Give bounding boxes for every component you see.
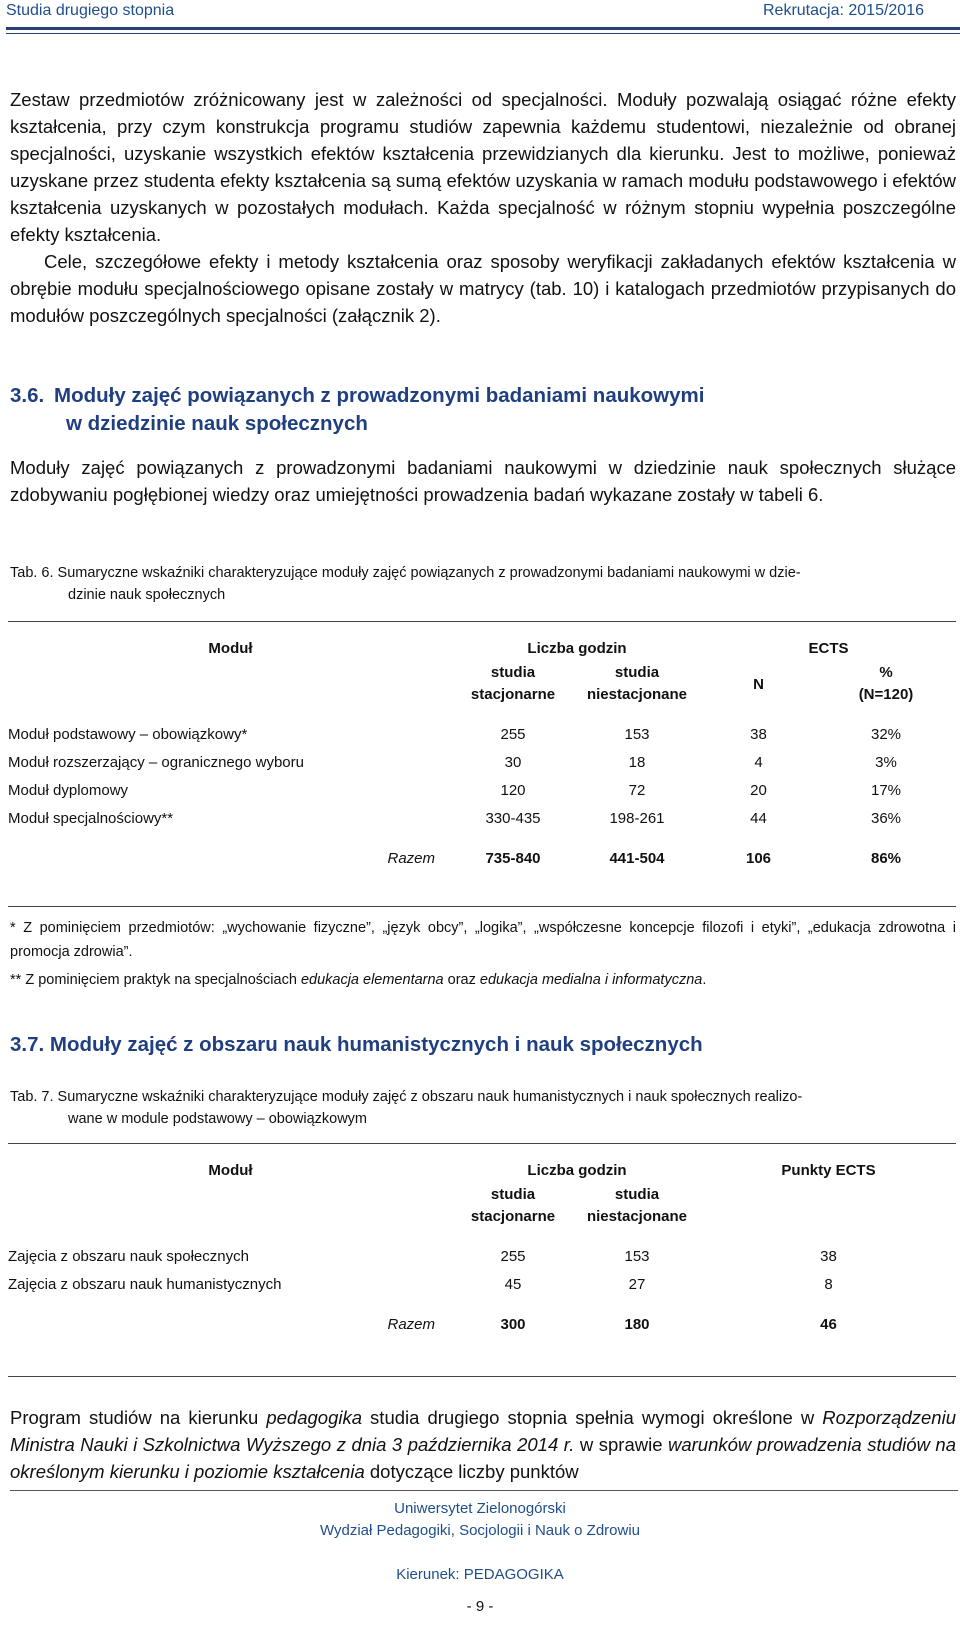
row-stac: 255 — [500, 1247, 526, 1265]
row-niest: 27 — [628, 1275, 646, 1293]
footer-field: Kierunek: PEDAGOGIKA — [396, 1566, 564, 1583]
table-subheader-row — [8, 662, 956, 706]
row-niest: 153 — [624, 1247, 650, 1265]
row-niest: 18 — [628, 753, 646, 771]
row-pct: 32% — [870, 725, 902, 743]
table-7-caption — [10, 1086, 956, 1130]
row-n: 44 — [750, 809, 767, 827]
footer-rule — [10, 1490, 958, 1491]
table-6 — [8, 634, 956, 872]
table-row — [8, 804, 956, 832]
header-modul: Moduł — [208, 639, 253, 657]
row-name: Moduł rozszerzający – ogranicznego wyboru — [8, 753, 304, 771]
row-pct: 36% — [870, 809, 902, 827]
intro-paragraph-1: Zestaw przedmiotów zróżnicowany jest w zależności od specjalności. Moduły pozwalają osiągać różne efekty kształcenia, przy czym konstrukcja programu studiów zapewnia każdemu studentowi, niezależnie od obranej specjalności, uzyskanie wszystkich efektów kształcenia przewidzianych dla kierunku. Jest to możliwe, ponieważ uzyskane przez studenta efekty kształcenia są sumą efektów uzyskania w ramach modułu podstawowego i efektów kształcenia uzyskanych w pozostałych modułach. Każda specjalność w różnym stopniu wypełnia poszczególne efekty kształcenia. — [10, 89, 956, 245]
caption-label: Tab. 7. Sumaryczne wskaźniki charakteryzujące moduły zajęć z obszaru nauk humanistycznych i nauk społecznych realizo- — [10, 1089, 803, 1105]
header-study-level: Studia drugiego stopnia — [6, 2, 175, 19]
row-name: Moduł dyplomowy — [8, 781, 129, 799]
caption-continuation: dzinie nauk społecznych — [68, 587, 226, 603]
section-3-6-heading — [10, 382, 704, 438]
row-niest: 198-261 — [609, 809, 665, 827]
section-3-7-heading — [10, 1031, 703, 1059]
header-ects: ECTS — [808, 639, 849, 657]
table-6-caption — [10, 562, 956, 606]
header-percent: % (N=120) — [858, 664, 914, 703]
total-n: 106 — [745, 849, 772, 867]
total-label: Razem — [387, 1315, 435, 1333]
page-header — [0, 0, 960, 36]
header-rule — [6, 27, 960, 30]
table-row — [8, 776, 956, 804]
table-subheader-row — [8, 1184, 956, 1228]
row-stac: 255 — [500, 725, 526, 743]
row-n: 20 — [750, 781, 767, 799]
closing-paragraph: Program studiów na kierunku pedagogika studia drugiego stopnia spełnia wymogi określone w Rozporządzeniu Ministra Nauki i Szkolnictwa Wyższego z dnia 3 października 2014 r. w sprawie warunków prowadzenia studiów na określonym kierunku i poziomie kształcenia dotyczące liczby punktów — [10, 1407, 957, 1482]
table-6-top-rule — [8, 621, 956, 622]
total-ects: 46 — [820, 1315, 837, 1333]
total-niest: 441-504 — [609, 849, 665, 867]
intro-paragraph-2: Cele, szczegółowe efekty i metody kształcenia oraz sposoby weryfikacji zakładanych efektów kształcenia w obrębie modułu specjalnościowego opisane zostały w matrycy (tab. 10) i katalogach przedmiotów przypisanych do modułów poszczególnych specjalności (załącznik 2). — [10, 251, 956, 326]
caption-continuation: wane w module podstawowy – obowiązkowym — [68, 1111, 368, 1127]
table-7-bottom-rule — [8, 1376, 956, 1377]
header-stacjonarne: studia stacjonarne — [470, 664, 556, 703]
footer-university: Uniwersytet Zielonogórski — [394, 1500, 566, 1517]
section-number: 3.6. — [10, 384, 45, 407]
table-total-row — [8, 844, 956, 872]
total-stac: 300 — [500, 1315, 526, 1333]
header-niestacjonarne: studia niestacjonane — [586, 1186, 688, 1225]
page-number: - 9 - — [466, 1598, 494, 1615]
header-rule-thin — [6, 33, 960, 34]
row-ects: 8 — [824, 1275, 833, 1293]
row-pct: 17% — [870, 781, 902, 799]
row-stac: 30 — [504, 753, 522, 771]
table-6-bottom-rule — [8, 906, 956, 907]
section-title-line2: w dziedzinie nauk społecznych — [66, 412, 368, 435]
table-6-notes — [10, 916, 956, 992]
header-n: N — [753, 675, 764, 693]
header-niestacjonarne: studia niestacjonane — [586, 664, 688, 703]
table-header-row — [8, 1156, 956, 1184]
intro-text — [10, 86, 956, 329]
row-ects: 38 — [820, 1247, 837, 1265]
header-stacjonarne: studia stacjonarne — [470, 1186, 556, 1225]
header-recruitment: Rekrutacja: 2015/2016 — [763, 2, 924, 19]
total-stac: 735-840 — [485, 849, 541, 867]
table-header-row — [8, 634, 956, 662]
header-modul: Moduł — [208, 1161, 253, 1179]
header-liczba-godzin: Liczba godzin — [527, 639, 627, 657]
table-row — [8, 1270, 956, 1298]
section-title: Moduły zajęć z obszaru nauk humanistycznych i nauk społecznych — [49, 1033, 703, 1056]
row-niest: 72 — [628, 781, 646, 799]
total-niest: 180 — [624, 1315, 650, 1333]
section-title-line1: Moduły zajęć powiązanych z prowadzonymi badaniami naukowymi — [54, 384, 705, 407]
section-number: 3.7. — [10, 1033, 45, 1056]
section-3-6-paragraph: Moduły zajęć powiązanych z prowadzonymi badaniami naukowymi w dziedzinie nauk społecznych służące zdobywaniu pogłębionej wiedzy oraz umiejętności prowadzenia badań wykazane zostały w tabeli 6. — [10, 457, 956, 505]
total-label: Razem — [387, 849, 435, 867]
row-name: Moduł podstawowy – obowiązkowy* — [8, 725, 248, 743]
table-row — [8, 720, 956, 748]
closing-text — [10, 1404, 956, 1485]
table-total-row — [8, 1310, 956, 1338]
table-7-top-rule — [8, 1143, 956, 1144]
row-name: Zajęcia z obszaru nauk społecznych — [8, 1247, 249, 1265]
row-n: 4 — [754, 753, 763, 771]
footnote-2: ** Z pominięciem praktyk na specjalnościach edukacja elementarna oraz edukacja medialna i informatyczna. — [10, 972, 707, 988]
row-n: 38 — [750, 725, 767, 743]
row-name: Moduł specjalnościowy** — [8, 809, 174, 827]
header-liczba-godzin: Liczba godzin — [527, 1161, 627, 1179]
footnote-1: * Z pominięciem przedmiotów: „wychowanie fizyczne”, „język obcy”, „logika”, „współczesne koncepcje filozofi i etyki”, „edukacja zdrowotna i promocja zdrowia”. — [10, 920, 956, 960]
total-pct: 86% — [870, 849, 902, 867]
caption-label: Tab. 6. Sumaryczne wskaźniki charakteryzujące moduły zajęć powiązanych z prowadzonymi badaniami naukowymi w dzie- — [10, 565, 801, 581]
row-name: Zajęcia z obszaru nauk humanistycznych — [8, 1275, 282, 1293]
table-row — [8, 748, 956, 776]
row-stac: 330-435 — [485, 809, 541, 827]
row-pct: 3% — [875, 753, 897, 771]
table-row — [8, 1242, 956, 1270]
footer-faculty: Wydział Pedagogiki, Socjologii i Nauk o Zdrowiu — [319, 1522, 641, 1539]
header-punkty-ects: Punkty ECTS — [781, 1161, 876, 1179]
row-stac: 120 — [500, 781, 526, 799]
footer — [0, 1498, 960, 1618]
table-7 — [8, 1156, 956, 1338]
section-3-6-body — [10, 454, 956, 508]
row-stac: 45 — [504, 1275, 522, 1293]
row-niest: 153 — [624, 725, 650, 743]
